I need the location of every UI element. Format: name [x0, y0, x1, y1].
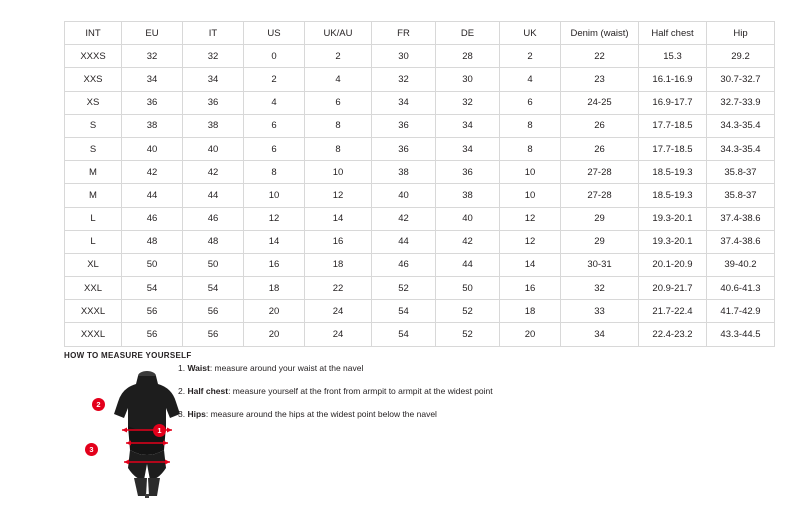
- cell-uk-au: 8: [305, 137, 372, 160]
- cell-int: XXXL: [65, 300, 122, 323]
- cell-us: 2: [244, 68, 305, 91]
- cell-fr: 42: [372, 207, 436, 230]
- measure-instruction-waist-term: Waist: [187, 363, 210, 373]
- cell-int: S: [65, 114, 122, 137]
- how-to-measure-title: HOW TO MEASURE YOURSELF: [64, 351, 192, 360]
- cell-half-chest: 15.3: [639, 45, 707, 68]
- table-row: [65, 68, 775, 91]
- cell-de: 50: [436, 277, 500, 300]
- column-header-uk-au: UK/AU: [305, 22, 372, 45]
- cell-uk-au: 12: [305, 184, 372, 207]
- table-header-row: [65, 22, 775, 45]
- column-header-int: INT: [65, 22, 122, 45]
- cell-half-chest: 16.1-16.9: [639, 68, 707, 91]
- cell-it: 56: [183, 300, 244, 323]
- cell-int: S: [65, 137, 122, 160]
- cell-fr: 52: [372, 277, 436, 300]
- cell-eu: 54: [122, 277, 183, 300]
- cell-fr: 54: [372, 323, 436, 346]
- cell-uk: 10: [500, 184, 561, 207]
- measure-instruction-waist: [178, 362, 598, 374]
- cell-eu: 56: [122, 323, 183, 346]
- cell-uk: 8: [500, 114, 561, 137]
- cell-de: 34: [436, 137, 500, 160]
- cell-uk: 16: [500, 277, 561, 300]
- cell-half-chest: 20.1-20.9: [639, 253, 707, 276]
- table-row: [65, 207, 775, 230]
- cell-hip: 41.7-42.9: [707, 300, 775, 323]
- cell-half-chest: 19.3-20.1: [639, 230, 707, 253]
- cell-half-chest: 22.4-23.2: [639, 323, 707, 346]
- cell-eu: 50: [122, 253, 183, 276]
- column-header-half-chest: Half chest: [639, 22, 707, 45]
- measure-instruction-hips: [178, 408, 598, 420]
- cell-hip: 34.3-35.4: [707, 114, 775, 137]
- cell-fr: 34: [372, 91, 436, 114]
- measure-bullet-2: 2: [92, 398, 105, 411]
- cell-it: 46: [183, 207, 244, 230]
- cell-de: 52: [436, 300, 500, 323]
- cell-fr: 36: [372, 114, 436, 137]
- cell-fr: 54: [372, 300, 436, 323]
- cell-hip: 40.6-41.3: [707, 277, 775, 300]
- cell-int: XL: [65, 253, 122, 276]
- cell-it: 50: [183, 253, 244, 276]
- cell-it: 42: [183, 161, 244, 184]
- table-header: [65, 22, 775, 45]
- column-header-hip: Hip: [707, 22, 775, 45]
- cell-int: M: [65, 184, 122, 207]
- cell-fr: 30: [372, 45, 436, 68]
- cell-it: 40: [183, 137, 244, 160]
- cell-uk-au: 14: [305, 207, 372, 230]
- measure-instruction-waist-number: 1.: [178, 363, 188, 373]
- table-row: [65, 230, 775, 253]
- cell-denim-waist: 26: [561, 114, 639, 137]
- column-header-de: DE: [436, 22, 500, 45]
- column-header-uk: UK: [500, 22, 561, 45]
- measure-instruction-half-chest-text: : measure yourself at the front from armpit to armpit at the widest point: [228, 386, 493, 396]
- cell-it: 36: [183, 91, 244, 114]
- cell-it: 48: [183, 230, 244, 253]
- cell-fr: 44: [372, 230, 436, 253]
- cell-us: 10: [244, 184, 305, 207]
- cell-uk-au: 10: [305, 161, 372, 184]
- size-chart-table-wrapper: [64, 21, 761, 347]
- cell-hip: 30.7-32.7: [707, 68, 775, 91]
- cell-hip: 43.3-44.5: [707, 323, 775, 346]
- table-row: [65, 161, 775, 184]
- cell-denim-waist: 30-31: [561, 253, 639, 276]
- cell-denim-waist: 22: [561, 45, 639, 68]
- column-header-fr: FR: [372, 22, 436, 45]
- cell-us: 18: [244, 277, 305, 300]
- cell-uk: 10: [500, 161, 561, 184]
- cell-it: 32: [183, 45, 244, 68]
- cell-hip: 35.8-37: [707, 161, 775, 184]
- cell-eu: 34: [122, 68, 183, 91]
- cell-it: 44: [183, 184, 244, 207]
- cell-denim-waist: 26: [561, 137, 639, 160]
- table-row: [65, 184, 775, 207]
- cell-uk-au: 24: [305, 323, 372, 346]
- cell-half-chest: 17.7-18.5: [639, 137, 707, 160]
- column-header-it: IT: [183, 22, 244, 45]
- cell-denim-waist: 27-28: [561, 161, 639, 184]
- cell-int: XXS: [65, 68, 122, 91]
- cell-de: 42: [436, 230, 500, 253]
- cell-it: 38: [183, 114, 244, 137]
- cell-eu: 32: [122, 45, 183, 68]
- cell-int: L: [65, 207, 122, 230]
- cell-denim-waist: 24-25: [561, 91, 639, 114]
- cell-eu: 36: [122, 91, 183, 114]
- cell-fr: 40: [372, 184, 436, 207]
- cell-denim-waist: 34: [561, 323, 639, 346]
- cell-uk: 8: [500, 137, 561, 160]
- measure-bullet-1: 1: [153, 424, 166, 437]
- cell-us: 20: [244, 323, 305, 346]
- cell-us: 20: [244, 300, 305, 323]
- cell-de: 30: [436, 68, 500, 91]
- table-row: [65, 323, 775, 346]
- cell-int: XXL: [65, 277, 122, 300]
- cell-eu: 40: [122, 137, 183, 160]
- cell-us: 12: [244, 207, 305, 230]
- cell-eu: 48: [122, 230, 183, 253]
- cell-int: XXXS: [65, 45, 122, 68]
- cell-uk-au: 4: [305, 68, 372, 91]
- cell-int: XXXL: [65, 323, 122, 346]
- cell-uk-au: 2: [305, 45, 372, 68]
- cell-hip: 37.4-38.6: [707, 230, 775, 253]
- table-row: [65, 300, 775, 323]
- cell-uk: 18: [500, 300, 561, 323]
- cell-eu: 56: [122, 300, 183, 323]
- size-chart-table: [64, 21, 775, 347]
- cell-uk-au: 18: [305, 253, 372, 276]
- cell-de: 52: [436, 323, 500, 346]
- measure-instruction-half-chest-number: 2.: [178, 386, 188, 396]
- cell-denim-waist: 33: [561, 300, 639, 323]
- cell-half-chest: 19.3-20.1: [639, 207, 707, 230]
- measure-instruction-hips-number: 3.: [178, 409, 188, 419]
- cell-us: 6: [244, 137, 305, 160]
- cell-uk-au: 16: [305, 230, 372, 253]
- measure-bullet-3: 3: [85, 443, 98, 456]
- table-body: [65, 45, 775, 346]
- cell-de: 36: [436, 161, 500, 184]
- cell-denim-waist: 32: [561, 277, 639, 300]
- cell-uk: 2: [500, 45, 561, 68]
- cell-us: 0: [244, 45, 305, 68]
- cell-hip: 37.4-38.6: [707, 207, 775, 230]
- cell-us: 8: [244, 161, 305, 184]
- cell-uk-au: 8: [305, 114, 372, 137]
- column-header-us: US: [244, 22, 305, 45]
- cell-uk: 12: [500, 207, 561, 230]
- cell-de: 28: [436, 45, 500, 68]
- cell-hip: 35.8-37: [707, 184, 775, 207]
- cell-uk-au: 6: [305, 91, 372, 114]
- cell-denim-waist: 29: [561, 207, 639, 230]
- table-row: [65, 91, 775, 114]
- cell-hip: 39-40.2: [707, 253, 775, 276]
- cell-us: 16: [244, 253, 305, 276]
- cell-hip: 29.2: [707, 45, 775, 68]
- cell-uk: 6: [500, 91, 561, 114]
- table-row: [65, 114, 775, 137]
- cell-de: 40: [436, 207, 500, 230]
- cell-us: 14: [244, 230, 305, 253]
- cell-uk: 4: [500, 68, 561, 91]
- cell-denim-waist: 29: [561, 230, 639, 253]
- cell-denim-waist: 27-28: [561, 184, 639, 207]
- column-header-eu: EU: [122, 22, 183, 45]
- cell-int: M: [65, 161, 122, 184]
- cell-de: 34: [436, 114, 500, 137]
- cell-half-chest: 18.5-19.3: [639, 184, 707, 207]
- cell-eu: 42: [122, 161, 183, 184]
- cell-half-chest: 20.9-21.7: [639, 277, 707, 300]
- cell-it: 34: [183, 68, 244, 91]
- cell-int: L: [65, 230, 122, 253]
- cell-half-chest: 17.7-18.5: [639, 114, 707, 137]
- cell-it: 56: [183, 323, 244, 346]
- cell-it: 54: [183, 277, 244, 300]
- cell-hip: 34.3-35.4: [707, 137, 775, 160]
- measure-instruction-half-chest-term: Half chest: [187, 386, 229, 396]
- cell-half-chest: 16.9-17.7: [639, 91, 707, 114]
- cell-de: 44: [436, 253, 500, 276]
- table-row: [65, 277, 775, 300]
- table-row: [65, 45, 775, 68]
- cell-fr: 38: [372, 161, 436, 184]
- table-row: [65, 137, 775, 160]
- measure-instruction-waist-text: : measure around your waist at the navel: [209, 363, 364, 373]
- measure-instruction-hips-term: Hips: [187, 409, 206, 419]
- cell-uk: 14: [500, 253, 561, 276]
- cell-eu: 46: [122, 207, 183, 230]
- cell-uk: 12: [500, 230, 561, 253]
- column-header-denim-waist: Denim (waist): [561, 22, 639, 45]
- cell-us: 6: [244, 114, 305, 137]
- cell-eu: 38: [122, 114, 183, 137]
- cell-hip: 32.7-33.9: [707, 91, 775, 114]
- cell-uk: 20: [500, 323, 561, 346]
- cell-fr: 46: [372, 253, 436, 276]
- measure-instructions: [178, 362, 598, 431]
- measure-instruction-half-chest: [178, 385, 598, 397]
- cell-denim-waist: 23: [561, 68, 639, 91]
- cell-fr: 36: [372, 137, 436, 160]
- cell-fr: 32: [372, 68, 436, 91]
- cell-uk-au: 24: [305, 300, 372, 323]
- cell-de: 32: [436, 91, 500, 114]
- cell-half-chest: 18.5-19.3: [639, 161, 707, 184]
- cell-half-chest: 21.7-22.4: [639, 300, 707, 323]
- cell-us: 4: [244, 91, 305, 114]
- table-row: [65, 253, 775, 276]
- measure-instruction-hips-text: : measure around the hips at the widest point below the navel: [205, 409, 437, 419]
- cell-uk-au: 22: [305, 277, 372, 300]
- cell-de: 38: [436, 184, 500, 207]
- cell-eu: 44: [122, 184, 183, 207]
- cell-int: XS: [65, 91, 122, 114]
